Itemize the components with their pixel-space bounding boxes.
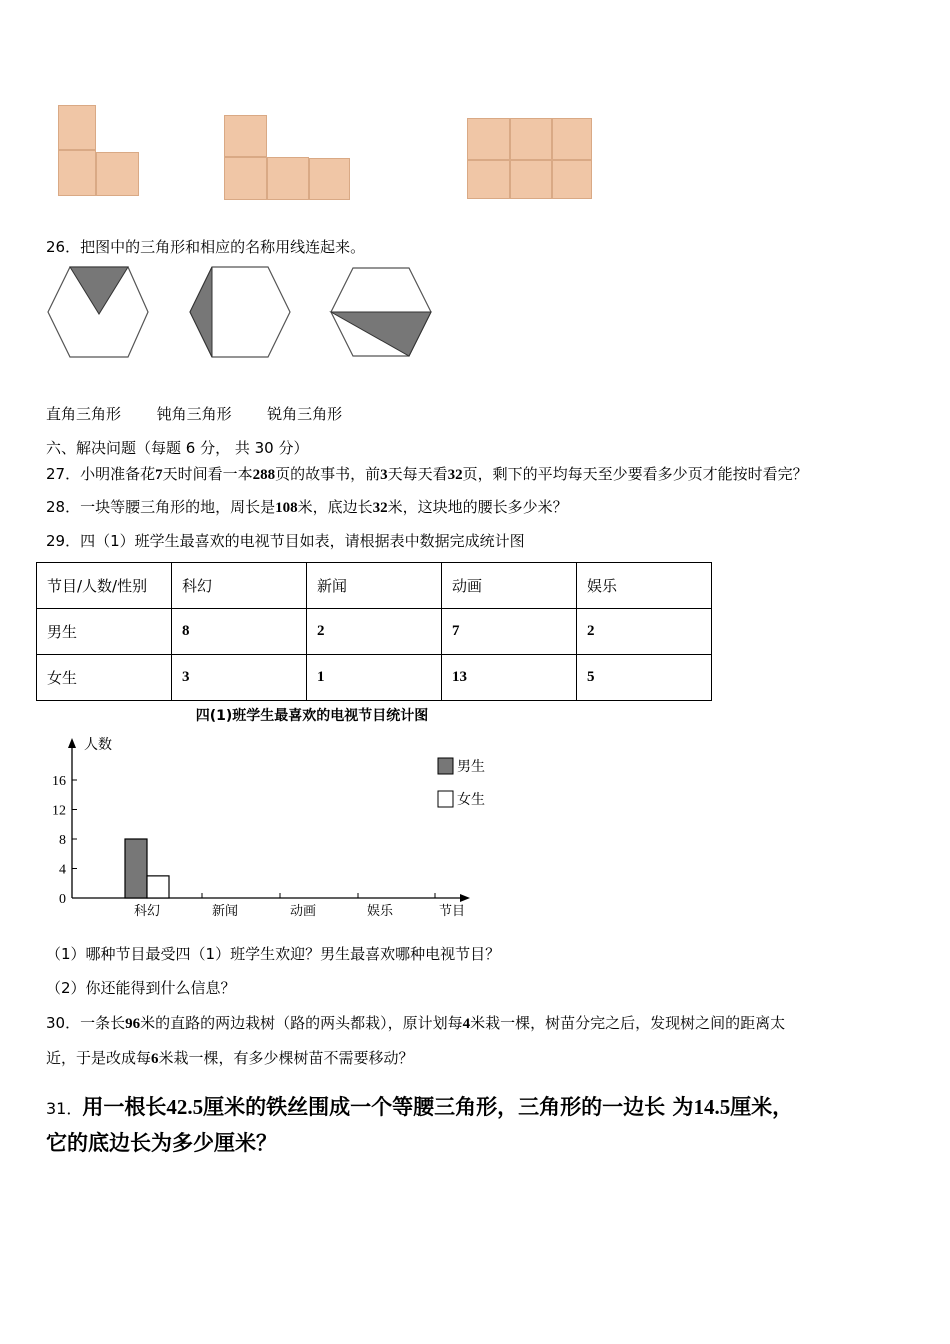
legend-swatch-boys [438,758,453,774]
x-tick-label: 动画 [289,904,317,919]
row-label: 男生 [37,609,172,655]
table-header: 节目/人数/性别 [37,563,172,609]
q27: 27．小明准备花7天时间看一本288页的故事书，前3天每天看32页，剩下的平均每天至少要看多少页才能按时看完？ [46,465,808,483]
x-tick-label: 新闻 [211,904,239,919]
triangle-1 [70,267,128,314]
name-right-triangle: 直角三角形 [46,405,122,423]
table-header: 科幻 [172,563,307,609]
q28: 28．一块等腰三角形的地，周长是108米，底边长32米，这块地的腰长多少米？ [46,498,568,516]
name-acute-triangle: 锐角三角形 [267,405,343,423]
legend [438,758,485,808]
x-axis-arrow [460,894,470,902]
q26-text: 26．把图中的三角形和相应的名称用线连起来。 [46,238,366,256]
bar-boys-0 [125,839,147,898]
name-obtuse-triangle: 钝角三角形 [156,405,232,423]
x-tick-label: 科幻 [133,904,161,919]
hexagon-2 [190,267,290,357]
table-header: 娱乐 [577,563,712,609]
table-cell: 3 [172,655,307,701]
q30-line2: 近，于是改成每6米栽一棵，有多少棵树苗不需要移动？ [46,1049,414,1067]
q29-sub2: （2）你还能得到什么信息？ [46,979,236,997]
x-axis-label: 节目 [439,904,466,919]
q30-line1: 30．一条长96米的直路的两边栽树（路的两头都栽），原计划每4米栽一棵，树苗分完之后，发现树之间的距离太 [46,1014,786,1032]
table-header: 新闻 [307,563,442,609]
q29-text: 29．四（1）班学生最喜欢的电视节目如表，请根据表中数据完成统计图 [46,532,525,550]
y-tick-label: 12 [52,803,66,819]
y-axis-arrow [68,738,76,748]
hexagon-triangles [40,262,440,362]
triangle-3 [331,312,431,356]
table-header: 动画 [442,563,577,609]
legend-label-girls: 女生 [457,792,485,808]
legend-swatch-girls [438,791,453,807]
x-tick-label: 娱乐 [366,904,394,919]
table-cell: 7 [442,609,577,655]
table-header-row [37,563,712,609]
table-cell: 8 [172,609,307,655]
y-axis-label: 人数 [84,737,112,753]
legend-label-boys: 男生 [457,759,485,775]
y-tick-label: 4 [59,862,66,878]
table-row [37,655,712,701]
triangle-names [46,403,342,424]
y-tick-label: 16 [52,774,66,789]
y-tick-label: 0 [59,892,66,907]
table-cell: 1 [307,655,442,701]
bar-chart [40,700,510,928]
table-row [37,609,712,655]
row-label: 女生 [37,655,172,701]
hexagon-3 [331,268,431,356]
table-cell: 13 [442,655,577,701]
q31-line1: 31．用一根长42.5厘米的铁丝围成一个等腰三角形，三角形的一边长 为14.5厘米， [46,1095,794,1119]
y-tick-label: 8 [59,833,66,848]
table-cell: 2 [307,609,442,655]
q31-line2: 它的底边长为多少厘米？ [46,1131,277,1155]
hexagon-1 [48,267,148,357]
bar-girls-0 [147,876,169,898]
triangle-2 [190,267,212,357]
table-cell: 2 [577,609,712,655]
chart-title: 四(1)班学生最喜欢的电视节目统计图 [195,708,429,724]
table-cell: 5 [577,655,712,701]
data-table [36,562,712,701]
q29-sub1: （1）哪种节目最受四（1）班学生欢迎？男生最喜欢哪种电视节目？ [46,945,501,963]
section-heading: 六、解决问题（每题 6 分， 共 30 分） [46,439,309,457]
